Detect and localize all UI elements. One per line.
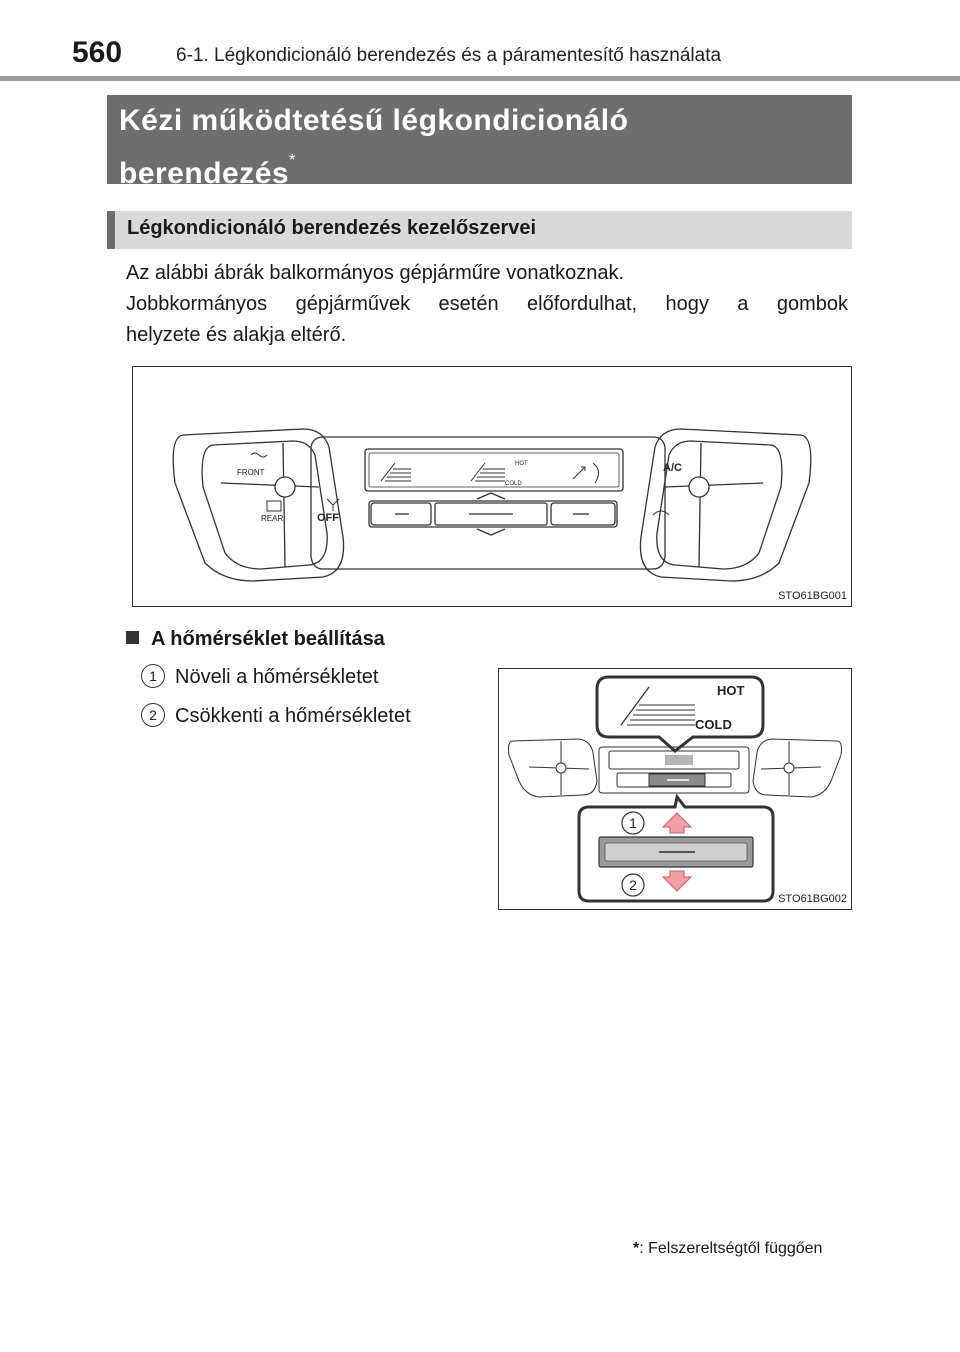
figure2-code: STO61BG002 [778,893,847,905]
off-label: OFF [317,512,339,524]
zoom-hot-label: HOT [717,683,745,698]
ac-label: A/C [663,462,682,474]
section-title-line2: berendezés [119,157,290,190]
page-number: 560 [72,36,123,69]
section-title-line1: Kézi működtetésű légkondicionáló [119,104,629,137]
topic-square-icon [126,631,139,644]
intro-line1: Az alábbi ábrák balkormányos gépjárműre vonatkoznak. [126,262,625,284]
step-1 [141,664,378,689]
callout-1-number: 1 [629,815,637,831]
footnote-asterisk: * [633,1240,640,1257]
figure-temperature [498,668,852,910]
footnote [633,1240,822,1258]
section-asterisk: * [289,152,296,169]
callout-2-number: 2 [629,877,637,893]
intro-line3: helyzete és alakja eltérő. [126,324,347,346]
step-2-text: Csökkenti a hőmérsékletet [175,705,411,727]
intro-text [126,258,848,351]
figure-control-panel [132,366,852,607]
display-hot-label: HOT [515,461,528,467]
recirculation-icon [653,511,669,515]
left-pod-outer [173,429,343,581]
display-cold-label: COLD [505,481,522,487]
right-pod-outer [640,429,810,581]
defroster-rear-icon [267,501,281,511]
step-2 [141,703,411,728]
step-1-number: 1 [141,664,165,688]
subsection-title: Légkondicionáló berendezés kezelőszervei [127,217,537,239]
defroster-front-icon [251,453,267,457]
figure1-code: STO61BG001 [778,590,847,602]
section-heading-box [107,95,852,190]
intro-line2: Jobbkormányos gépjárművek esetén előfordulhat, hogy a gombok [126,293,848,315]
step-1-text: Növeli a hőmérsékletet [175,666,379,688]
step-2-number: 2 [141,703,165,727]
topic-heading [126,628,385,651]
fan-icon [327,499,339,511]
right-pod-inner [657,441,782,569]
section-title [119,101,852,194]
footnote-text: : Felszereltségtől függően [639,1240,823,1257]
subsection-heading-box [107,211,852,249]
front-label: FRONT [237,468,265,477]
zoom-cold-label: COLD [695,717,732,732]
rear-label: REAR [261,514,284,523]
running-header: 6-1. Légkondicionáló berendezés és a páramentesítő használata [176,45,722,66]
control-panel-illustration [133,367,851,606]
temperature-illustration [499,669,851,909]
display-window [365,449,623,491]
topic-title: A hőmérséklet beállítása [151,628,385,650]
left-pod-inner [202,441,327,569]
header-rule [0,76,960,81]
